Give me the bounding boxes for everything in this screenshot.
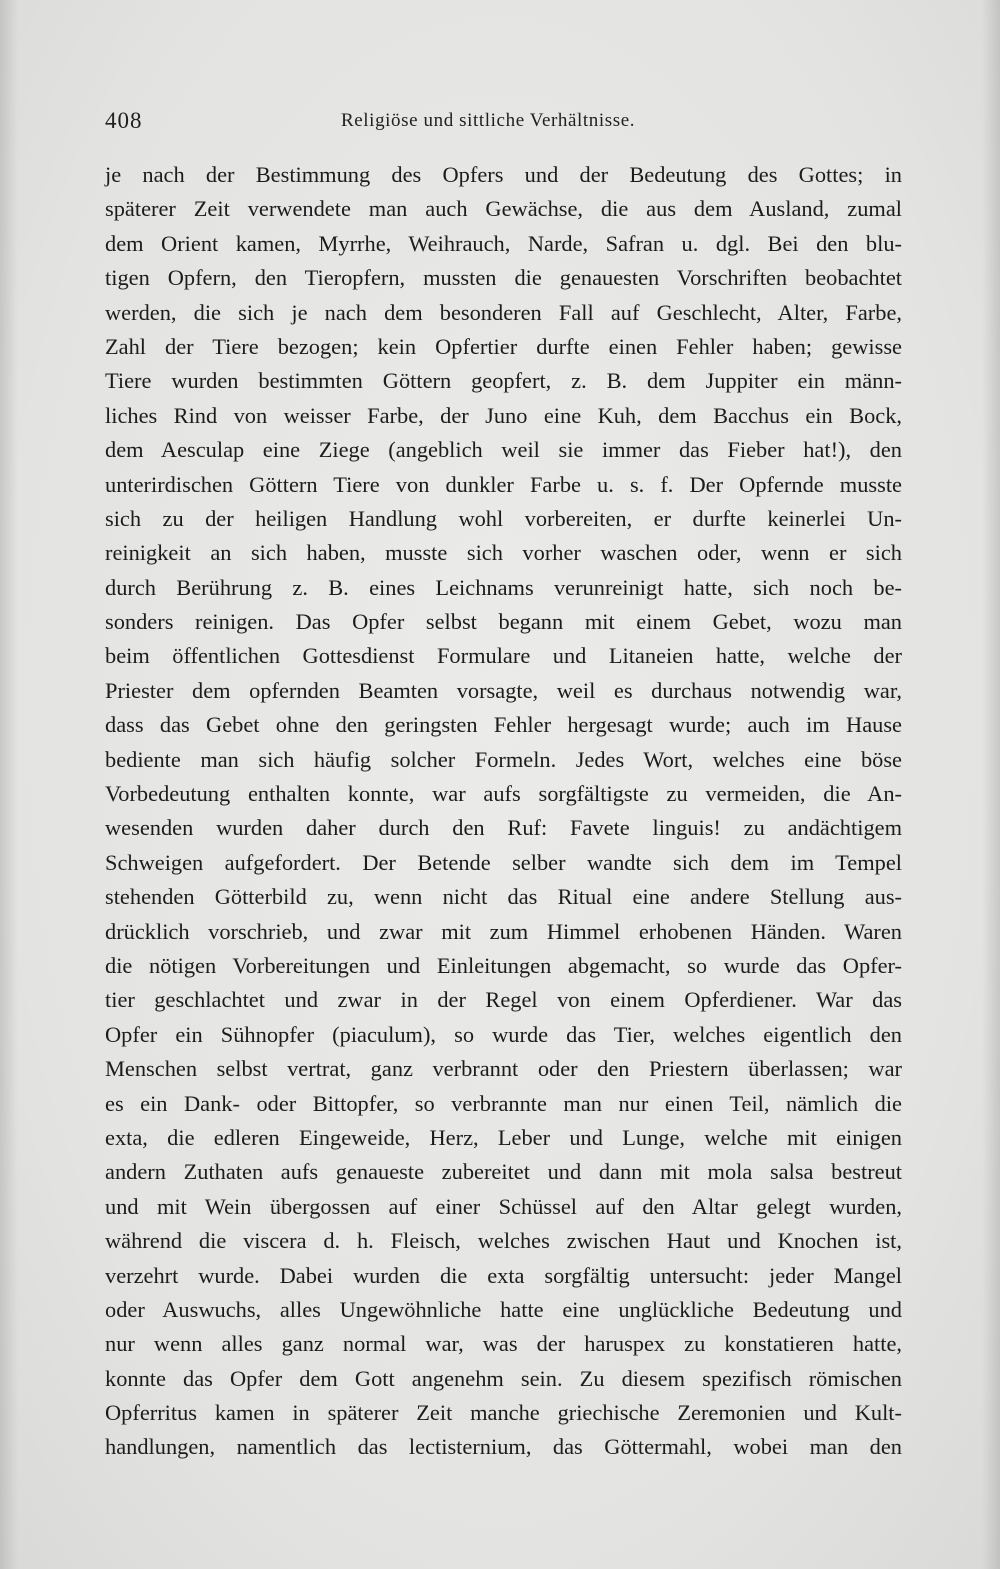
page-number: 408: [105, 108, 143, 133]
text-line: dass das Gebet ohne den geringsten Fehler hergesagt wurde; auch im Hause: [105, 712, 902, 738]
text-line: durch Berührung z. B. eines Leichnams verunreinigt hatte, sich noch be-: [105, 574, 902, 600]
text-line: Menschen selbst vertrat, ganz verbrannt oder den Priestern überlassen; war: [105, 1056, 902, 1082]
text-line: Priester dem opfernden Beamten vorsagte, weil es durchaus notwendig war,: [105, 677, 902, 703]
text-line: bediente man sich häufig solcher Formeln. Jedes Wort, welches eine böse: [105, 746, 902, 772]
text-line: dem Aesculap eine Ziege (angeblich weil sie immer das Fieber hat!), den: [105, 437, 902, 463]
text-line: stehenden Götterbild zu, wenn nicht das Ritual eine andere Stellung aus-: [105, 884, 902, 910]
text-line: Opfer ein Sühnopfer (piaculum), so wurde das Tier, welches eigentlich den: [105, 1021, 902, 1047]
text-line: handlungen, namentlich das lectisternium, das Göttermahl, wobei man den: [105, 1434, 902, 1460]
text-line: werden, die sich je nach dem besonderen Fall auf Geschlecht, Alter, Farbe,: [105, 299, 902, 325]
page-edge-shadow-right: [982, 0, 1000, 1569]
text-line: andern Zuthaten aufs genaueste zubereitet und dann mit mola salsa bestreut: [105, 1159, 902, 1185]
text-line: wesenden wurden daher durch den Ruf: Favete linguis! zu andächtigem: [105, 815, 902, 841]
page-edge-shadow-left: [0, 0, 18, 1569]
text-line: während die viscera d. h. Fleisch, welches zwischen Haut und Knochen ist,: [105, 1228, 902, 1254]
running-head: [105, 100, 900, 140]
running-title: Religiöse und sittliche Verhältnisse.: [341, 110, 636, 131]
text-line: nur wenn alles ganz normal war, was der haruspex zu konstatieren hatte,: [105, 1331, 902, 1357]
text-line: Tiere wurden bestimmten Göttern geopfert, z. B. dem Juppiter ein männ-: [105, 368, 902, 394]
text-line: späterer Zeit verwendete man auch Gewächse, die aus dem Ausland, zumal: [105, 196, 902, 222]
text-line: liches Rind von weisser Farbe, der Juno eine Kuh, dem Bacchus ein Bock,: [105, 402, 902, 428]
text-line: oder Auswuchs, alles Ungewöhnliche hatte eine unglückliche Bedeutung und: [105, 1296, 902, 1322]
body-text: [105, 158, 902, 1465]
text-line: exta, die edleren Eingeweide, Herz, Leber und Lunge, welche mit einigen: [105, 1124, 902, 1150]
text-line: Vorbedeutung enthalten konnte, war aufs sorgfältigste zu vermeiden, die An-: [105, 781, 902, 807]
text-line: konnte das Opfer dem Gott angenehm sein. Zu diesem spezifisch römischen: [105, 1365, 902, 1391]
text-line: Zahl der Tiere bezogen; kein Opfertier durfte einen Fehler haben; gewisse: [105, 333, 902, 359]
text-line: drücklich vorschrieb, und zwar mit zum Himmel erhobenen Händen. Waren: [105, 918, 902, 944]
text-line: tier geschlachtet und zwar in der Regel von einem Opferdiener. War das: [105, 987, 902, 1013]
text-line: Schweigen aufgefordert. Der Betende selber wandte sich dem im Tempel: [105, 849, 902, 875]
text-line: Opferritus kamen in späterer Zeit manche griechische Zeremonien und Kult-: [105, 1400, 902, 1426]
text-line: die nötigen Vorbereitungen und Einleitungen abgemacht, so wurde das Opfer-: [105, 952, 902, 978]
text-line: beim öffentlichen Gottesdienst Formulare und Litaneien hatte, welche der: [105, 643, 902, 669]
text-line: sich zu der heiligen Handlung wohl vorbereiten, er durfte keinerlei Un-: [105, 505, 902, 531]
text-line: je nach der Bestimmung des Opfers und der Bedeutung des Gottes; in: [105, 162, 902, 187]
text-line: es ein Dank- oder Bittopfer, so verbrannte man nur einen Teil, nämlich die: [105, 1090, 902, 1116]
text-line: unterirdischen Göttern Tiere von dunkler Farbe u. s. f. Der Opfernde musste: [105, 471, 902, 497]
text-line: sonders reinigen. Das Opfer selbst begann mit einem Gebet, wozu man: [105, 609, 902, 635]
text-line: dem Orient kamen, Myrrhe, Weihrauch, Narde, Safran u. dgl. Bei den blu-: [105, 230, 902, 256]
text-line: und mit Wein übergossen auf einer Schüssel auf den Altar gelegt wurden,: [105, 1193, 902, 1219]
text-line: tigen Opfern, den Tieropfern, mussten die genauesten Vorschriften beobachtet: [105, 265, 902, 291]
text-line: verzehrt wurde. Dabei wurden die exta sorgfältig untersucht: jeder Mangel: [105, 1262, 902, 1288]
text-line: reinigkeit an sich haben, musste sich vorher waschen oder, wenn er sich: [105, 540, 902, 566]
